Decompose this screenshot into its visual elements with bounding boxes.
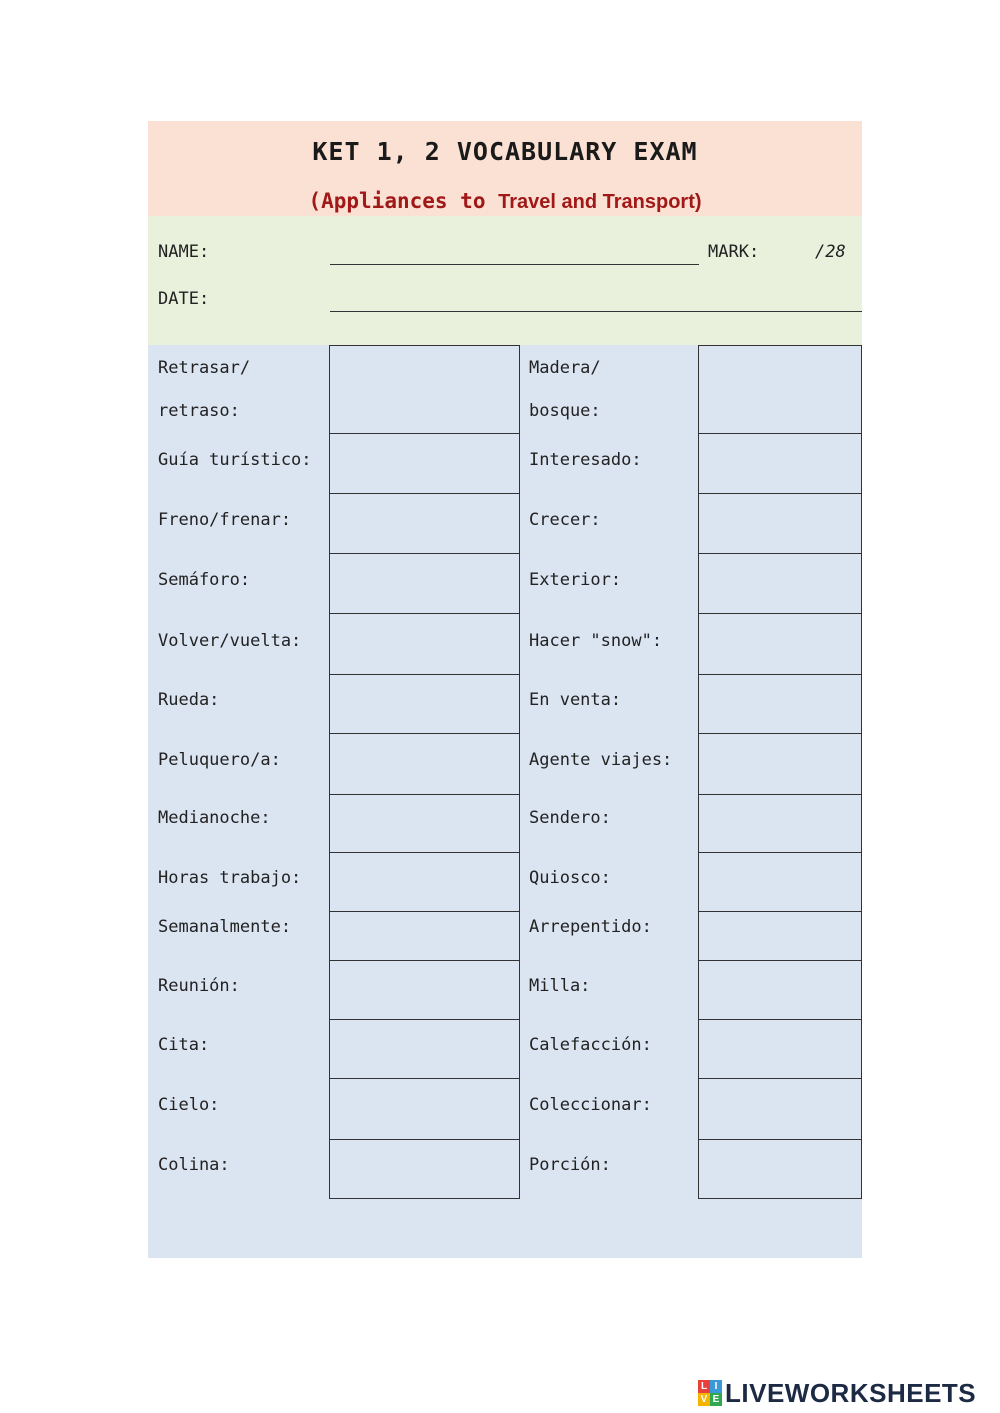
left-answer-input[interactable]: [330, 434, 519, 493]
left-answer-box: [329, 1139, 520, 1199]
left-answer-input[interactable]: [330, 1020, 519, 1078]
right-term-line2: bosque:: [529, 401, 601, 421]
left-answer-input[interactable]: [330, 912, 519, 960]
right-answer-box: [698, 613, 862, 675]
date-input[interactable]: [330, 285, 858, 309]
left-answer-input[interactable]: [330, 494, 519, 553]
left-term-line1: Retrasar/: [158, 358, 251, 378]
right-term-label: Milla:: [529, 976, 591, 996]
left-answer-box: [329, 674, 520, 734]
right-term-line1: Madera/: [529, 358, 601, 378]
right-answer-box: [698, 1078, 862, 1140]
name-input[interactable]: [330, 238, 698, 262]
left-term-label: Reunión:: [158, 976, 240, 996]
right-answer-box: [698, 674, 862, 734]
left-answer-box: [329, 433, 520, 494]
right-answer-box: [698, 553, 862, 614]
right-term-label: Exterior:: [529, 570, 622, 590]
right-answer-box: [698, 911, 862, 961]
right-answer-input[interactable]: [699, 853, 861, 911]
subtitle-part2: Travel and Transport): [498, 191, 702, 213]
exam-subtitle: [148, 189, 862, 214]
left-term-label: Medianoche:: [158, 808, 271, 828]
left-term-label: Cielo:: [158, 1095, 220, 1115]
name-underline: [330, 264, 699, 265]
left-answer-input[interactable]: [330, 853, 519, 911]
subtitle-part1: (Appliances to: [308, 189, 499, 213]
left-answer-input[interactable]: [330, 734, 519, 794]
right-answer-input[interactable]: [699, 434, 861, 493]
left-term-label: Rueda:: [158, 690, 220, 710]
right-answer-input[interactable]: [699, 346, 861, 433]
mark-label: MARK:: [708, 242, 760, 262]
left-term-label: Guía turístico:: [158, 450, 312, 470]
right-answer-input[interactable]: [699, 675, 861, 733]
right-answer-input[interactable]: [699, 494, 861, 553]
exam-header: [148, 121, 862, 216]
right-answer-input[interactable]: [699, 1079, 861, 1139]
left-answer-input[interactable]: [330, 1140, 519, 1198]
left-answer-box: [329, 553, 520, 614]
right-answer-box: [698, 794, 862, 853]
left-answer-box: [329, 1019, 520, 1079]
left-answer-box: [329, 493, 520, 554]
left-answer-box: [329, 1078, 520, 1140]
left-answer-box: [329, 911, 520, 961]
right-term-label: Porción:: [529, 1155, 611, 1175]
left-term-label: Colina:: [158, 1155, 230, 1175]
vocabulary-grid: [148, 345, 862, 1258]
left-answer-input[interactable]: [330, 961, 519, 1019]
left-term-label: Peluquero/a:: [158, 750, 281, 770]
right-answer-box: [698, 493, 862, 554]
right-term-label: Agente viajes:: [529, 750, 673, 770]
left-term-label: Cita:: [158, 1035, 210, 1055]
right-answer-input[interactable]: [699, 734, 861, 794]
date-label: DATE:: [158, 289, 210, 309]
logo-letter-v: V: [698, 1393, 710, 1406]
right-term-label: Quiosco:: [529, 868, 611, 888]
right-term-label: Hacer "snow":: [529, 631, 663, 651]
left-term-label: [158, 347, 250, 433]
left-answer-box: [329, 733, 520, 795]
right-answer-input[interactable]: [699, 1020, 861, 1078]
right-answer-input[interactable]: [699, 614, 861, 674]
left-answer-box: [329, 852, 520, 912]
right-term-label: [529, 347, 601, 433]
logo-letter-i: I: [710, 1380, 722, 1393]
liveworksheets-logo: [698, 1378, 976, 1408]
left-term-label: Freno/frenar:: [158, 510, 292, 530]
right-term-label: Interesado:: [529, 450, 642, 470]
right-term-label: Arrepentido:: [529, 917, 652, 937]
left-answer-input[interactable]: [330, 346, 519, 433]
right-answer-box: [698, 852, 862, 912]
right-answer-box: [698, 733, 862, 795]
left-answer-input[interactable]: [330, 554, 519, 613]
right-answer-box: [698, 433, 862, 494]
right-answer-input[interactable]: [699, 795, 861, 852]
right-term-label: Coleccionar:: [529, 1095, 652, 1115]
left-answer-input[interactable]: [330, 614, 519, 674]
left-answer-box: [329, 613, 520, 675]
student-info: [148, 216, 862, 345]
left-term-label: Horas trabajo:: [158, 868, 302, 888]
right-answer-box: [698, 960, 862, 1020]
left-term-label: Volver/vuelta:: [158, 631, 302, 651]
logo-letter-e: E: [710, 1393, 722, 1406]
left-answer-input[interactable]: [330, 1079, 519, 1139]
right-answer-input[interactable]: [699, 961, 861, 1019]
left-answer-box: [329, 960, 520, 1020]
right-term-label: Crecer:: [529, 510, 601, 530]
left-term-label: Semanalmente:: [158, 917, 292, 937]
right-term-label: En venta:: [529, 690, 622, 710]
right-term-label: Sendero:: [529, 808, 611, 828]
logo-text: LIVEWORKSHEETS: [725, 1377, 977, 1408]
logo-mark-icon: [698, 1380, 722, 1406]
right-answer-input[interactable]: [699, 554, 861, 613]
left-answer-input[interactable]: [330, 795, 519, 852]
left-answer-box: [329, 794, 520, 853]
left-answer-input[interactable]: [330, 675, 519, 733]
right-answer-input[interactable]: [699, 1140, 861, 1198]
exam-title: KET 1, 2 VOCABULARY EXAM: [312, 137, 698, 166]
right-answer-box: [698, 1139, 862, 1199]
left-term-line2: retraso:: [158, 401, 240, 421]
right-answer-box: [698, 1019, 862, 1079]
right-answer-box: [698, 345, 862, 434]
mark-total: /28: [815, 242, 846, 262]
date-underline: [330, 311, 862, 312]
right-answer-input[interactable]: [699, 912, 861, 960]
left-term-label: Semáforo:: [158, 570, 251, 590]
right-term-label: Calefacción:: [529, 1035, 652, 1055]
name-label: NAME:: [158, 242, 210, 262]
logo-letter-l: L: [698, 1380, 710, 1393]
left-answer-box: [329, 345, 520, 434]
